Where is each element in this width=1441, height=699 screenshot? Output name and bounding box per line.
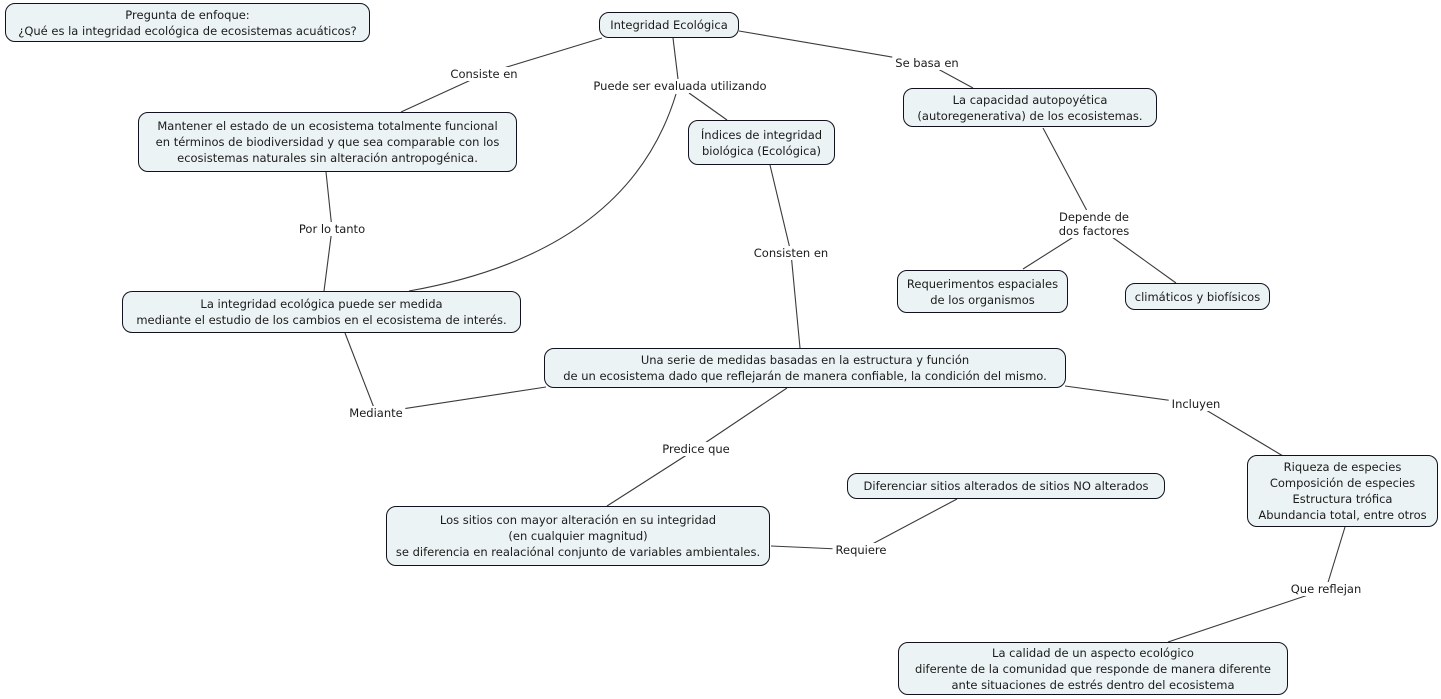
concept-node-riqueza-de-especies[interactable] — [1247, 455, 1438, 527]
link-label-incluyen[interactable] — [1169, 397, 1224, 411]
connector-line-evaluada-a-indices — [689, 93, 727, 120]
connector-line-medida-a-serie — [345, 333, 546, 413]
link-label-text: Que reflejan — [1290, 582, 1362, 596]
concept-node-text: Requerimentos espaciales — [906, 276, 1059, 291]
concept-node-text: Estructura trófica — [1292, 492, 1393, 506]
link-label-predice-que[interactable] — [659, 442, 733, 456]
concept-node-text: Pregunta de enfoque: — [125, 7, 250, 22]
link-label-puede-ser-evaluada[interactable] — [590, 79, 769, 93]
concept-node-text: de un ecosistema dado que reflejarán de manera confiable, la condición del mismo. — [563, 369, 1047, 383]
concept-node-diferenciar-sitios[interactable] — [847, 473, 1165, 499]
link-label-text: Puede ser evaluada utilizando — [593, 79, 767, 93]
concept-node-text: Una serie de medidas basadas en la estructura y función — [640, 353, 970, 367]
concept-node-text: Composición de especies — [1269, 476, 1416, 490]
concept-node-text: La integridad ecológica puede ser medida — [200, 297, 443, 311]
concept-node-indices-integridad[interactable] — [688, 120, 835, 165]
link-label-depende-de-dos-factores[interactable] — [1056, 210, 1133, 238]
concept-node-text: ante situaciones de estrés dentro del ecosistema — [951, 677, 1235, 692]
concept-node-text: (en cualquier magnitud) — [508, 529, 648, 543]
link-label-text: Consiste en — [450, 67, 518, 81]
concept-node-text: de los organismos — [930, 292, 1035, 307]
concept-node-requerimientos-espaciales[interactable] — [897, 270, 1068, 313]
concept-node-text: Riqueza de especies — [1283, 460, 1402, 474]
link-label-text: Mediante — [349, 406, 403, 420]
link-label-que-reflejan[interactable] — [1288, 582, 1364, 596]
concept-node-text: Abundancia total, entre otros — [1258, 508, 1427, 522]
concept-node-text: en términos de biodiversidad y que sea comparable con los — [155, 135, 500, 149]
concept-node-text: climáticos y biofísicos — [1134, 289, 1261, 304]
concept-node-text: mediante el estudio de los cambios en el ecosistema de interés. — [136, 313, 507, 327]
concept-node-text: La capacidad autopoyética — [952, 92, 1108, 107]
concept-node-integridad-ecologica[interactable] — [599, 12, 739, 38]
link-label-consisten-en[interactable] — [751, 246, 831, 260]
concept-node-text: La calidad de un aspecto ecológico — [992, 645, 1194, 660]
concept-node-mantener-estado[interactable] — [138, 112, 517, 172]
link-label-consiste-en[interactable] — [447, 67, 520, 81]
link-label-se-basa-en[interactable] — [892, 56, 961, 70]
link-label-text: dos factores — [1058, 224, 1130, 238]
concept-node-text: Los sitios con mayor alteración en su integridad — [439, 513, 717, 527]
concept-node-pregunta-de-enfoque[interactable] — [5, 3, 370, 42]
concept-node-text: ¿Qué es la integridad ecológica de ecosistemas acuáticos? — [18, 23, 357, 38]
concept-node-text: ecosistemas naturales sin alteración antropogénica. — [177, 151, 478, 165]
concept-node-climaticos-biofisicos[interactable] — [1125, 283, 1270, 310]
concept-node-text: (autoregenerativa) de los ecosistemas. — [917, 108, 1143, 123]
link-label-text: Incluyen — [1171, 397, 1221, 411]
concept-node-text: Integridad Ecológica — [610, 18, 728, 32]
concept-node-serie-de-medidas[interactable] — [544, 348, 1066, 388]
link-label-text: Se basa en — [895, 56, 959, 70]
link-label-por-lo-tanto[interactable] — [296, 222, 368, 236]
concept-node-text: Diferenciar sitios alterados de sitios NO alterados — [863, 479, 1149, 493]
link-label-text: Requiere — [835, 543, 887, 557]
concept-node-sitios-con-alteracion[interactable] — [386, 506, 770, 566]
concept-node-text: diferente de la comunidad que responde de manera diferente — [915, 661, 1271, 676]
link-label-text: Consisten en — [753, 246, 829, 260]
connector-line-raiz-a-etiqueta-evaluada — [673, 38, 678, 79]
link-label-text: Predice que — [662, 442, 730, 456]
concept-node-text: Mantener el estado de un ecosistema totalmente funcional — [157, 119, 498, 133]
concept-node-text: biológica (Ecológica) — [702, 143, 821, 158]
link-label-requiere[interactable] — [833, 543, 890, 557]
concept-node-text: Índices de integridad — [700, 127, 823, 142]
link-label-text: Por lo tanto — [298, 222, 366, 236]
link-label-text: Depende de — [1059, 210, 1129, 224]
link-label-mediante[interactable] — [346, 406, 405, 420]
concept-node-integridad-medida[interactable] — [122, 291, 521, 333]
concept-node-calidad-aspecto-ecologico[interactable] — [898, 642, 1288, 695]
concept-node-capacidad-autopoyetica[interactable] — [903, 88, 1157, 127]
concept-node-text: se diferencia en realaciónal conjunto de variables ambientales. — [395, 545, 761, 559]
